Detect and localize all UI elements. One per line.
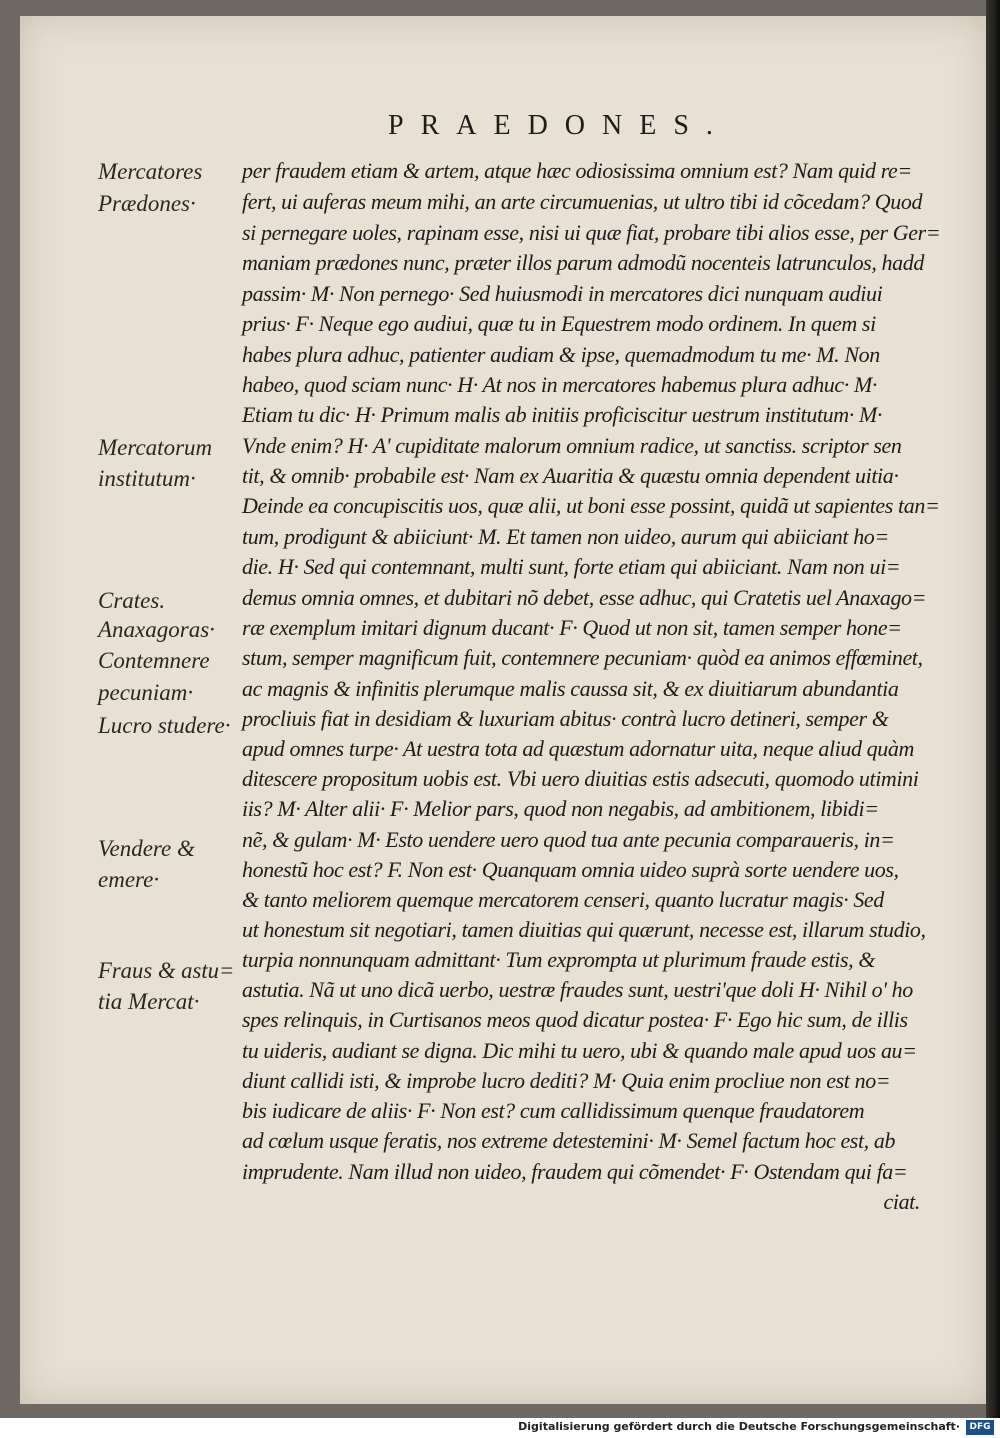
marginal-note: Vendere & bbox=[98, 836, 195, 861]
text-line: imprudente. Nam illud non uideo, fraudem qui cõmendet· F· Ostendam qui fa= bbox=[242, 1159, 908, 1184]
text-line: ad cœlum usque feratis, nos extreme detestemini· M· Semel factum hoc est, ab bbox=[242, 1128, 896, 1153]
text-line: ciat. bbox=[883, 1189, 920, 1214]
text-line: nẽ, & gulam· M· Esto uendere uero quod tua ante pecunia comparaueris, in= bbox=[242, 827, 895, 852]
running-head: PRAEDONES. bbox=[388, 110, 730, 141]
marginal-note: tia Mercat· bbox=[98, 989, 200, 1014]
text-line: tu uideris, audiant se digna. Dic mihi tu uero, ubi & quando male apud uos au= bbox=[242, 1038, 917, 1063]
text-line: tit, & omnib· probabile est· Nam ex Auaritia & quæstu omnia dependent uitia· bbox=[242, 463, 899, 488]
marginal-note: Lucro studere· bbox=[98, 713, 231, 738]
text-line: iis? M· Alter alii· F· Melior pars, quod non negabis, ad ambitionem, libidi= bbox=[242, 796, 879, 821]
text-line: Etiam tu dic· H· Primum malis ab initiis proficiscitur uestrum institutum· M· bbox=[242, 402, 882, 427]
footer-bar bbox=[0, 1418, 1000, 1438]
text-line: habes plura adhuc, patienter audiam & ipse, quemadmodum tu me· M. Non bbox=[242, 342, 880, 367]
text-line: stum, semper magnificum fuit, contemnere pecuniam· quòd ea animos effœminet, bbox=[242, 645, 923, 670]
text-line: turpia nonnunquam admittant· Tum exprompta ut plurimum fraude estis, & bbox=[242, 947, 876, 972]
marginal-note: Mercatores bbox=[98, 159, 203, 184]
marginal-note: institutum· bbox=[98, 466, 196, 491]
text-line: die. H· Sed qui contemnant, multi sunt, forte etiam qui abiiciant. Nam non ui= bbox=[242, 554, 901, 579]
marginal-note: pecuniam· bbox=[98, 680, 194, 705]
text-line: tum, prodigunt & abiiciunt· M. Et tamen non uideo, aurum qui abiiciant ho= bbox=[242, 524, 889, 549]
marginal-note: emere· bbox=[98, 867, 160, 892]
text-line: ac magnis & infinitis plerumque malis caussa sit, & ex diuitiarum abundantia bbox=[242, 676, 899, 701]
marginal-note: Anaxagoras· bbox=[98, 617, 215, 642]
marginal-note: Contemnere bbox=[98, 648, 210, 673]
marginal-note: Mercatorum bbox=[98, 435, 213, 460]
text-line: fert, ui auferas meum mihi, an arte circumuenias, ut ultro tibi id cõcedam? Quod bbox=[242, 189, 923, 214]
page-gutter-shadow bbox=[986, 0, 1000, 1418]
text-line: per fraudem etiam & artem, atque hæc odiosissima omnium est? Nam quid re= bbox=[242, 158, 912, 183]
text-line: astutia. Nã ut uno dicã uerbo, uestræ fraudes sunt, uestri'que doli H· Nihil o' ho bbox=[242, 977, 913, 1002]
marginal-note: Prædones· bbox=[98, 191, 196, 216]
text-line: si pernegare uoles, rapinam esse, nisi ui quæ fiat, probare tibi alios esse, per Ger= bbox=[242, 220, 941, 245]
text-line: procliuis fiat in desidiam & luxuriam abitus· contrà lucro detineri, semper & bbox=[242, 706, 889, 731]
text-line: demus omnia omnes, et dubitari nõ debet, esse adhuc, qui Cratetis uel Anaxago= bbox=[242, 585, 927, 610]
text-line: spes relinquis, in Curtisanos meos quod dicatur postea· F· Ego hic sum, de illis bbox=[242, 1007, 908, 1032]
text-line: honestũ hoc est? F. Non est· Quanquam omnia uideo suprà sorte uendere uos, bbox=[242, 857, 899, 882]
text-line: & tanto meliorem quemque mercatorem censeri, quanto lucratur magis· Sed bbox=[242, 887, 884, 912]
text-line: habeo, quod sciam nunc· H· At nos in mercatores habemus plura adhuc· M· bbox=[242, 372, 877, 397]
text-line: ut honestum sit negotiari, tamen diuitias qui quærunt, necesse est, illarum studio, bbox=[242, 917, 926, 942]
text-line: bis iudicare de aliis· F· Non est? cum callidissimum quenque fraudatorem bbox=[242, 1098, 865, 1123]
text-line: ditescere propositum uobis est. Vbi uero diuitias estis adsecuti, quomodo utimini bbox=[242, 766, 919, 791]
text-line: Deinde ea concupiscitis uos, quæ alii, ut boni esse possint, quidã ut sapientes tan= bbox=[242, 493, 940, 518]
dfg-logo: DFG bbox=[966, 1420, 994, 1435]
text-line: maniam prædones nunc, præter illos parum admodũ nocenteis latrunculos, hadd bbox=[242, 250, 924, 275]
text-line: prius· F· Neque ego audiui, quæ tu in Equestrem modo ordinem. In quem si bbox=[242, 311, 876, 336]
text-line: apud omnes turpe· At uestra tota ad quæstum adornatur uita, neque aliud quàm bbox=[242, 736, 914, 761]
text-line: ræ exemplum imitari dignum ducant· F· Quod ut non sit, tamen semper hone= bbox=[242, 615, 902, 640]
text-line: passim· M· Non pernego· Sed huiusmodi in mercatores dici nunquam audiui bbox=[242, 281, 883, 306]
marginal-note: Fraus & astu= bbox=[98, 958, 235, 983]
text-line: Vnde enim? H· A' cupiditate malorum omnium radice, ut sanctiss. scriptor sen bbox=[242, 433, 902, 458]
funding-notice: Digitalisierung gefördert durch die Deutsche Forschungsgemeinschaft· bbox=[518, 1420, 960, 1433]
marginal-note: Crates. bbox=[98, 588, 166, 613]
text-line: diunt callidi isti, & improbe lucro dediti? M· Quia enim procliue non est no= bbox=[242, 1068, 891, 1093]
